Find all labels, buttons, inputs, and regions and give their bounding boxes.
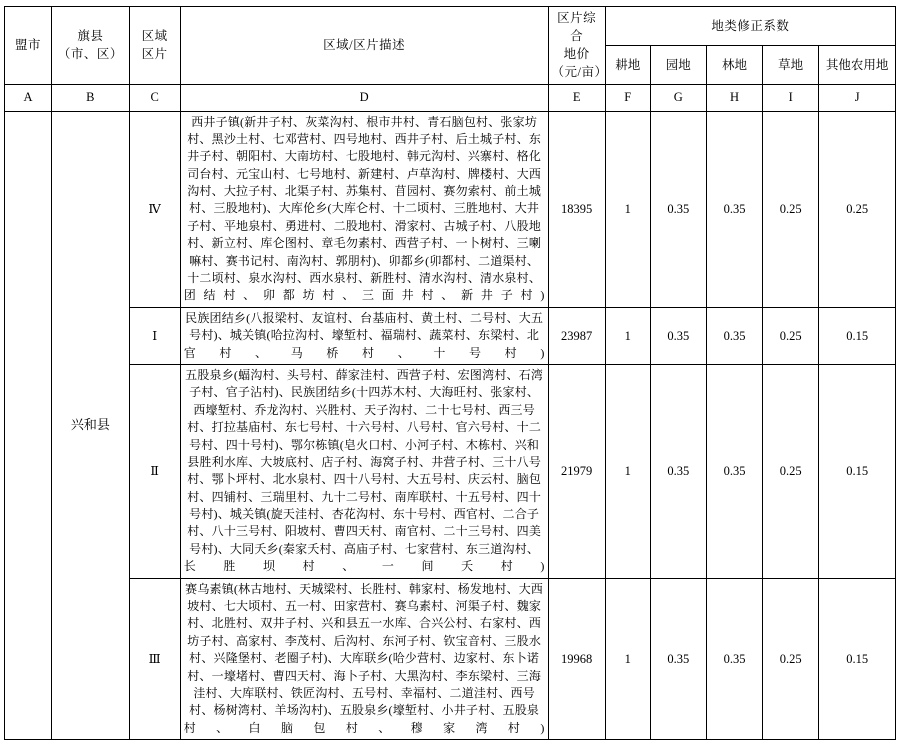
cell-description: 西井子镇(新井子村、灰菜沟村、根市井村、青石脑包村、张家坊村、黑沙土村、七邓营村、四号地村、西井子村、后土城子村、东井子村、朝阳村、大南坊村、七股地村、韩元沟村、兴寨村、格化司台村、元宝山村、七号地村、新建村、卢草沟村、牌楼村、大西沟村、大拉子村、北渠子村、苏集村、苜园村、赛勿索村、前土城村、三股地村)、大库伦乡(大库仑村、十二顷村、三胜地村、大井子村、平地泉村、勇进村、二股地村、滑家村、古城子村、八股地村、新立村、库仑图村、章毛勿素村、西营子村、一卜树村、三喇嘛村、赛书记村、南沟村、郭朋村)、卯都乡(卯都村、二道渠村、十二顷村、泉水沟村、西水泉村、新胜村、清水沟村、清水泉村、团结村、卯都坊村、三面井村、新井子村): [180, 111, 548, 307]
column-letter-g: G: [650, 84, 706, 111]
column-letter-d: D: [180, 84, 548, 111]
cell-coef-garden: 0.35: [650, 578, 706, 740]
cell-coef-garden: 0.35: [650, 307, 706, 364]
cell-coef-grass: 0.25: [763, 364, 819, 578]
cell-region: Ⅰ: [129, 307, 180, 364]
table-row: [5, 364, 896, 578]
cell-county: 兴和县: [52, 111, 130, 740]
cell-coef-forest: 0.35: [706, 578, 762, 740]
cell-region: Ⅳ: [129, 111, 180, 307]
cell-coef-grass: 0.25: [763, 307, 819, 364]
cell-coef-forest: 0.35: [706, 364, 762, 578]
table-row: [5, 111, 896, 307]
cell-coef-other: 0.15: [819, 364, 896, 578]
header-description: 区域/区片描述: [180, 7, 548, 85]
cell-region: Ⅲ: [129, 578, 180, 740]
column-letter-j: J: [819, 84, 896, 111]
cell-price: 18395: [548, 111, 605, 307]
column-letter-row: [5, 84, 896, 111]
cell-coef-other: 0.15: [819, 307, 896, 364]
cell-price: 21979: [548, 364, 605, 578]
cell-coef-other: 0.15: [819, 578, 896, 740]
header-region-line1: 区域: [141, 29, 168, 44]
cell-description: 民族团结乡(八报梁村、友谊村、台基庙村、黄土村、二号村、大五号村)、城关镇(哈拉沟村、壕堑村、福瑞村、蔬菜村、东梁村、北官村、马桥村、十号村): [180, 307, 548, 364]
cell-region: Ⅱ: [129, 364, 180, 578]
cell-description: 赛乌素镇(林古地村、天城梁村、长胜村、韩家村、杨发地村、大西坡村、七大顷村、五一村、田家营村、赛乌素村、河渠子村、魏家村、北胜村、双井子村、兴和县五一水库、合兴公村、右家村、西坊子村、高家村、李茂村、后沟村、东河子村、钦宝音村、三股水村、兴隆堡村、老圈子村)、大库联乡(哈少营村、边家村、东卜诺村、一壕堵村、曹四天村、海卜子村、大黑沟村、李东梁村、三海洼村、大库联村、铁匠沟村、五号村、幸福村、二道洼村、西号村、杨树湾村、羊场沟村)、五股泉乡(壕堑村、小井子村、五股泉村、白脑包村、穆家湾村): [180, 578, 548, 740]
cell-coef-garden: 0.35: [650, 364, 706, 578]
header-county-line2: （市、区）: [57, 47, 123, 62]
header-price: [548, 7, 608, 85]
header-meng-shi: 盟市: [5, 7, 52, 85]
header-region-line2: 区片: [141, 47, 168, 62]
header-region: [129, 7, 180, 85]
cell-description: 五股泉乡(蝠沟村、头号村、薛家洼村、西营子村、宏图湾村、石湾子村、官子沾村)、民族团结乡(十四苏木村、大海旺村、张家村、西壕堑村、乔龙沟村、兴胜村、天子沟村、二十七号村、西三号村、打拉基庙村、东七号村、十六号村、八号村、官六号村、十二号村、四十号村)、鄂尔栋镇(皂火口村、小河子村、木栋村、兴和县胜利水库、大坡底村、店子村、海窝子村、井营子村、三十八号村、鄂卜坪村、北水泉村、四十八号村、大五号村、庆云村、脑包村、四铺村、三瑞里村、九十二号村、南库联村、十五号村、四十号村)、城关镇(旋天洼村、杏花沟村、东十号村、西官村、二合子村、八十三号村、阳坡村、曹四天村、南官村、二十三号村、四美号村)、大同夭乡(秦家夭村、高庙子村、七家营村、东三道沟村、长胜坝村、一间夭村): [180, 364, 548, 578]
column-letter-h: H: [706, 84, 762, 111]
header-coef-other: 其他农用地: [819, 45, 896, 84]
header-county: [52, 7, 130, 85]
cell-coef-forest: 0.35: [706, 307, 762, 364]
header-coef-grass: 草地: [763, 45, 819, 84]
header-coefficient-group: 地类修正系数: [605, 7, 895, 46]
cell-price: 23987: [548, 307, 605, 364]
column-letter-a: A: [5, 84, 52, 111]
column-letter-e: E: [548, 84, 605, 111]
header-county-line1: 旗县: [77, 29, 104, 44]
header-coef-forest: 林地: [706, 45, 762, 84]
column-letter-f: F: [605, 84, 650, 111]
header-coef-cultivated: 耕地: [605, 45, 650, 84]
cell-coef-cultivated: 1: [605, 578, 650, 740]
cell-coef-garden: 0.35: [650, 111, 706, 307]
cell-coef-grass: 0.25: [763, 111, 819, 307]
table-body: [5, 84, 896, 740]
column-letter-c: C: [129, 84, 180, 111]
column-letter-i: I: [763, 84, 819, 111]
header-price-line3: （元/亩）: [551, 65, 608, 80]
header-price-line2: 地价: [563, 47, 590, 62]
cell-coef-forest: 0.35: [706, 111, 762, 307]
table-row: [5, 307, 896, 364]
header-row-main: [5, 7, 896, 46]
column-letter-b: B: [52, 84, 130, 111]
cell-coef-grass: 0.25: [763, 578, 819, 740]
cell-coef-cultivated: 1: [605, 307, 650, 364]
header-price-line1: 区片综合: [557, 11, 597, 44]
header-coef-garden: 园地: [650, 45, 706, 84]
cell-coef-other: 0.25: [819, 111, 896, 307]
cell-coef-cultivated: 1: [605, 111, 650, 307]
table-header: [5, 7, 896, 85]
cell-price: 19968: [548, 578, 605, 740]
cell-meng-shi: [5, 111, 52, 740]
land-price-table: [4, 6, 896, 740]
cell-coef-cultivated: 1: [605, 364, 650, 578]
table-row: [5, 578, 896, 740]
